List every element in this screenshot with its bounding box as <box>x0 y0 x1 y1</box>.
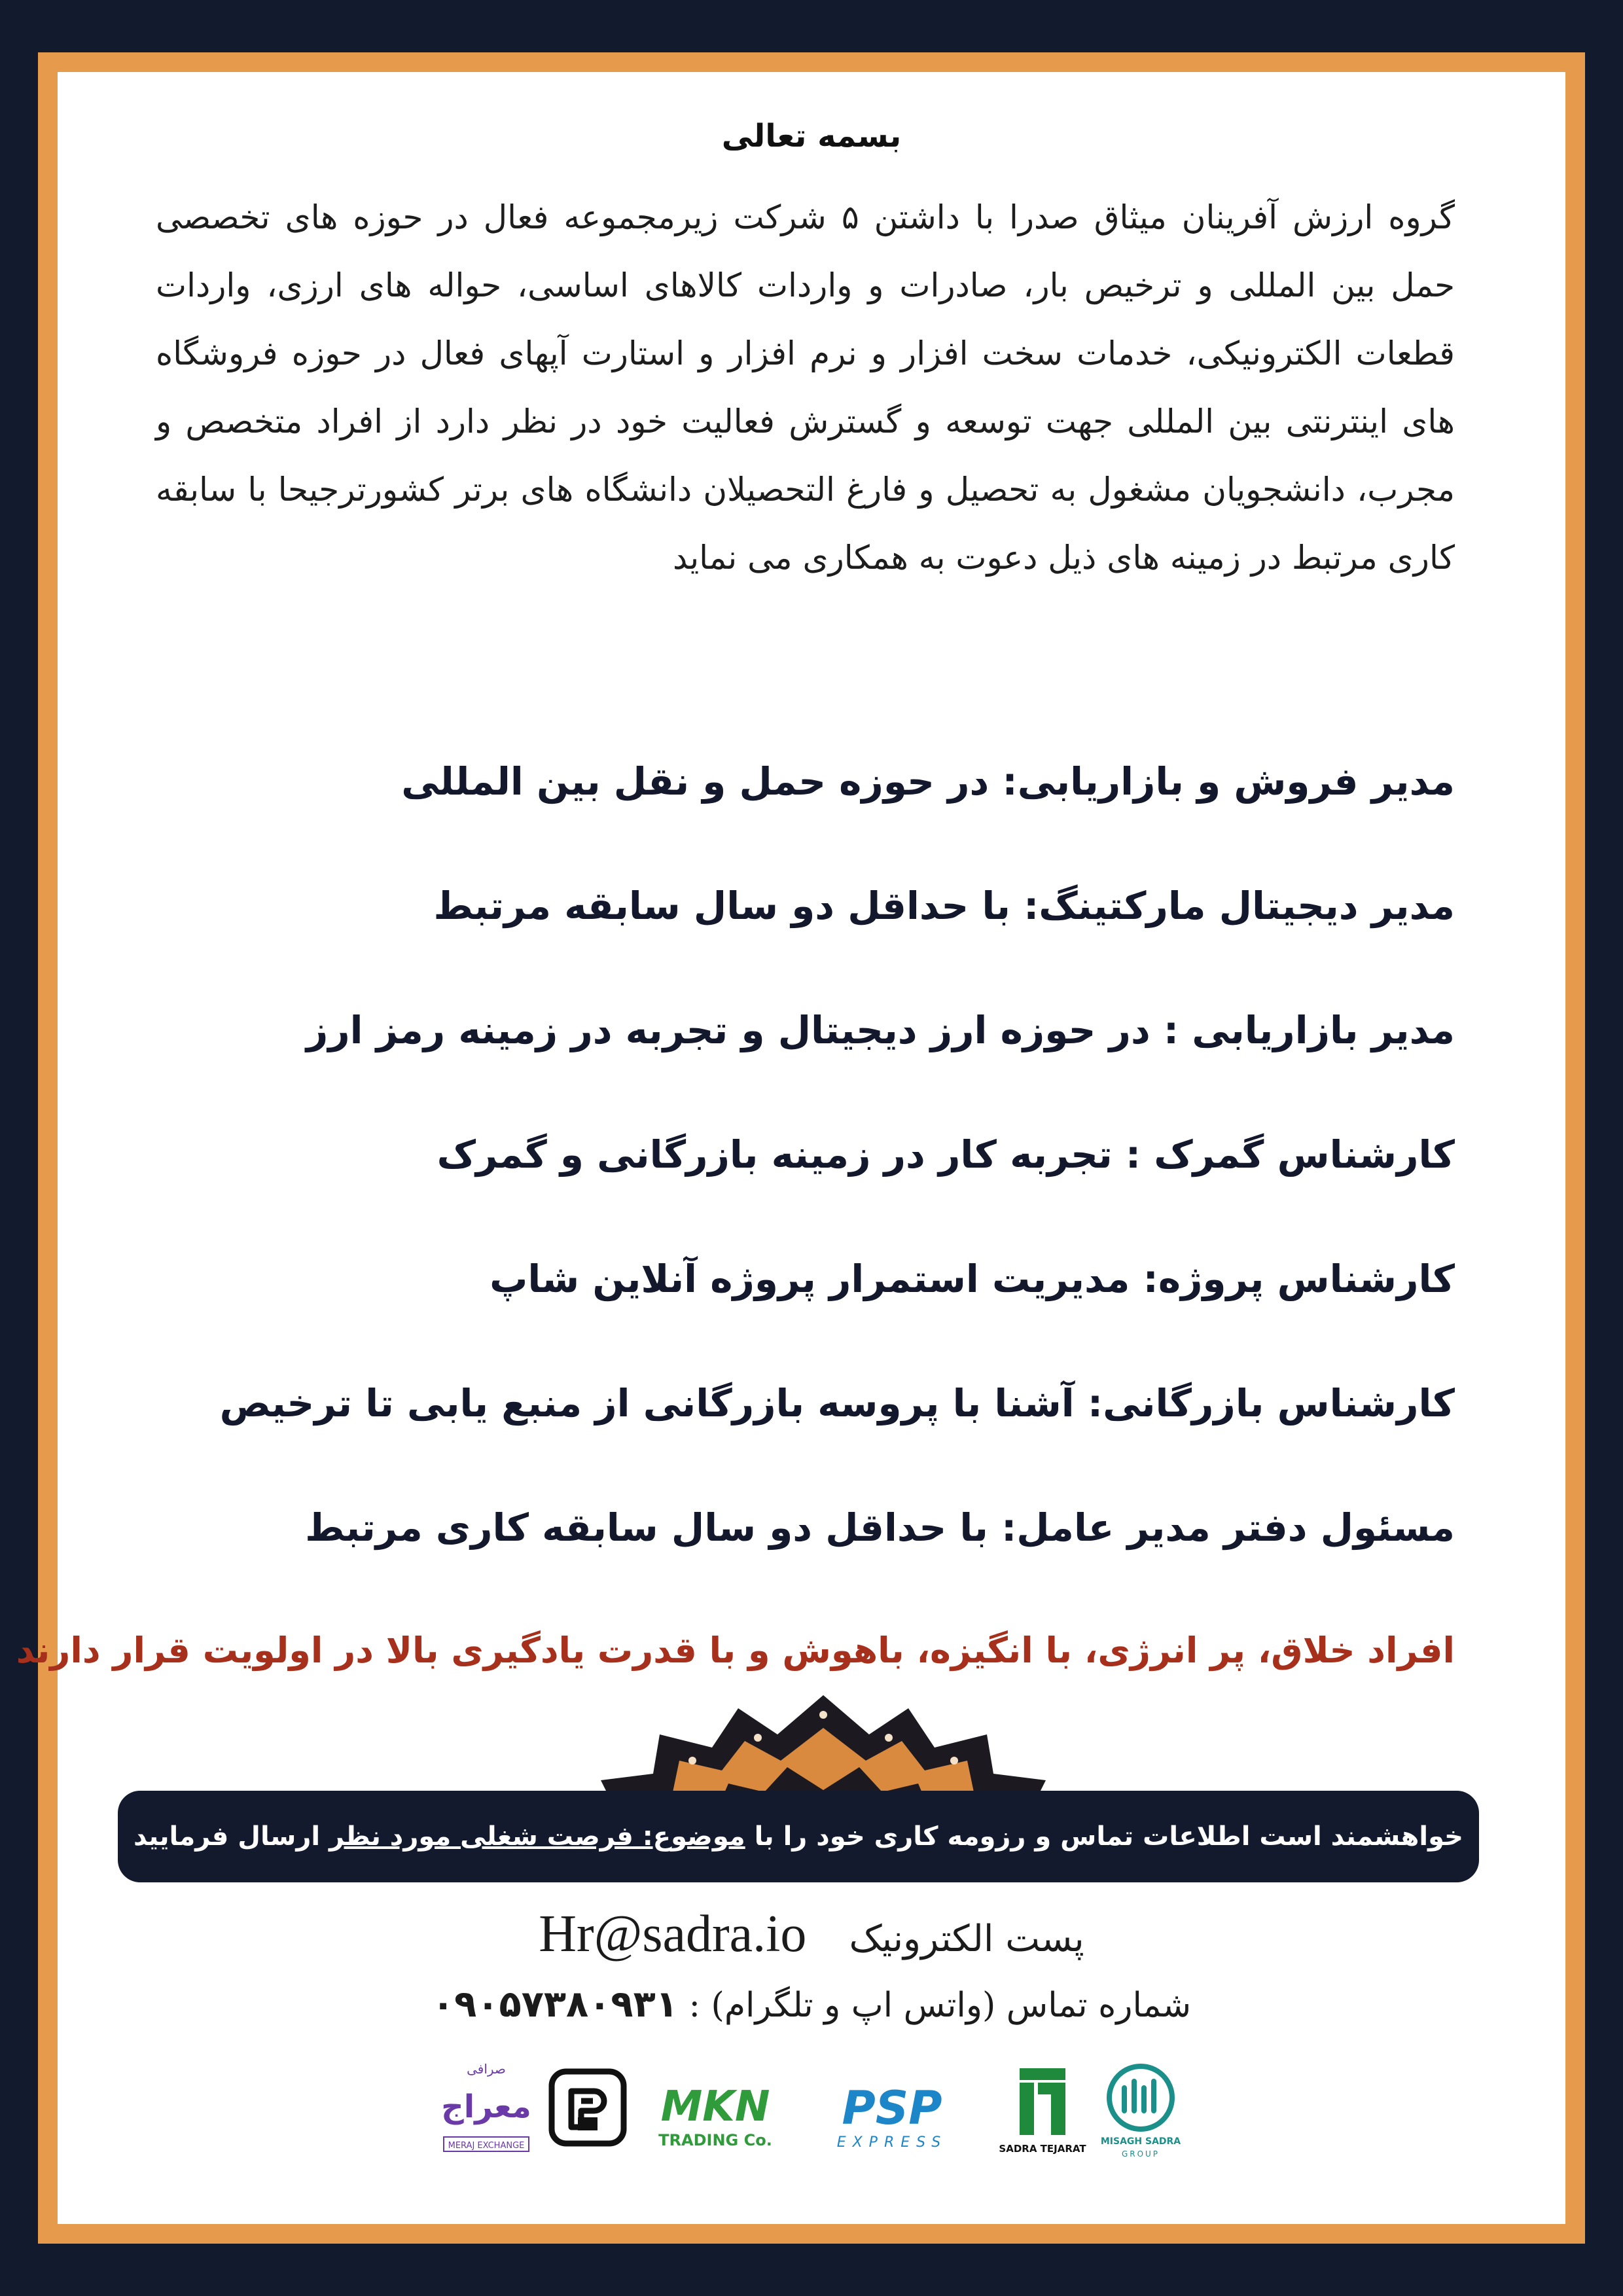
mkn-caption: TRADING Co. <box>658 2131 772 2149</box>
cta-text <box>134 1821 1463 1852</box>
misagh-caption: MISAGH SADRA <box>1100 2136 1181 2147</box>
partner-logos <box>437 2055 1183 2166</box>
cta-banner <box>118 1791 1479 1882</box>
mkn-name: MKN <box>660 2083 770 2131</box>
job-role-item: کارشناس گمرک : تجربه کار در زمینه بازرگانی و گمرک <box>437 1132 1455 1177</box>
phone-number[interactable]: ۰۹۰۵۷۳۸۰۹۳۱ <box>431 1983 678 2026</box>
intro-paragraph: گروه ارزش آفرینان میثاق صدرا با داشتن ۵ شرکت زیرمجموعه فعال در حوزه های تخصصی حمل بین المللی و ترخیص بار، صادرات و واردات کالاهای اساسی، حواله های ارزی، واردات قطعات الکترونیکی، خدمات سخت افزار و نرم افزار و استارت آپهای فعال در حوزه فروشگاه های اینترنتی بین المللی جهت توسعه و گسترش فعالیت خود در نظر دارد از افراد متخصص و مجرب، دانشجویان مشغول به تحصیل و فارغ التحصیلان دانشگاه های برتر کشورترجیحا با سابقه کاری مرتبط در زمینه های ذیل دعوت به همکاری می نماید <box>156 198 1455 577</box>
phone-label: شماره تماس (واتس اپ و تلگرام) : <box>688 1986 1192 2025</box>
job-role-item: مدیر فروش و بازاریابی: در حوزه حمل و نقل بین المللی <box>401 759 1455 804</box>
job-role-item: مسئول دفتر مدیر عامل: با حداقل دو سال سابقه کاری مرتبط <box>305 1505 1455 1550</box>
job-role-item: مدیر دیجیتال مارکتینگ: با حداقل دو سال سابقه مرتبط <box>433 884 1455 928</box>
psp-caption: EXPRESS <box>836 2134 948 2151</box>
meraj-exchange-logo <box>437 2055 535 2166</box>
job-role-item: کارشناس بازرگانی: آشنا با پروسه بازرگانی از منبع یابی تا ترخیص <box>219 1381 1455 1426</box>
job-role-item: مدیر بازاریابی : در حوزه ارز دیجیتال و تجربه در زمینه رمز ارز <box>306 1008 1455 1052</box>
email-link[interactable]: Hr@sadra.io <box>539 1905 807 1963</box>
sadra-tejarat-caption: SADRA TEJARAT <box>999 2143 1086 2155</box>
email-label: پست الکترونیک <box>849 1918 1084 1960</box>
poster-page <box>16 72 1565 2224</box>
email-row <box>58 1905 1565 1964</box>
cta-prefix: خواهشمند است اطلاعات تماس و رزومه کاری خود را با <box>754 1821 1463 1852</box>
job-role-item: کارشناس پروژه: مدیریت استمرار پروژه آنلاین شاپ <box>490 1257 1455 1301</box>
meraj-top-text: صرافی <box>467 2061 506 2077</box>
mkn-trading-logo <box>640 2055 791 2166</box>
meraj-script: معراج <box>441 2089 531 2125</box>
psp-express-logo <box>800 2055 984 2166</box>
meraj-caption: MERAJ EXCHANGE <box>448 2141 525 2151</box>
psp-name: PSP <box>842 2081 942 2135</box>
phone-row <box>58 1983 1565 2026</box>
misagh-sadra-logo <box>1098 2055 1183 2166</box>
cta-suffix: ارسال فرمایید <box>134 1821 321 1852</box>
priority-note: افراد خلاق، پر انرژی، با انگیزه، باهوش و با قدرت یادگیری بالا در اولویت قرار دارند <box>16 1630 1455 1671</box>
sadra-tejarat-logo <box>993 2055 1092 2166</box>
square-brand-logo <box>545 2055 630 2166</box>
misagh-caption-2: GROUP <box>1121 2149 1160 2159</box>
page-heading: بسمه تعالی <box>721 118 902 154</box>
cta-subject: موضوع: فرصت شغلی مورد نظر <box>329 1821 745 1852</box>
